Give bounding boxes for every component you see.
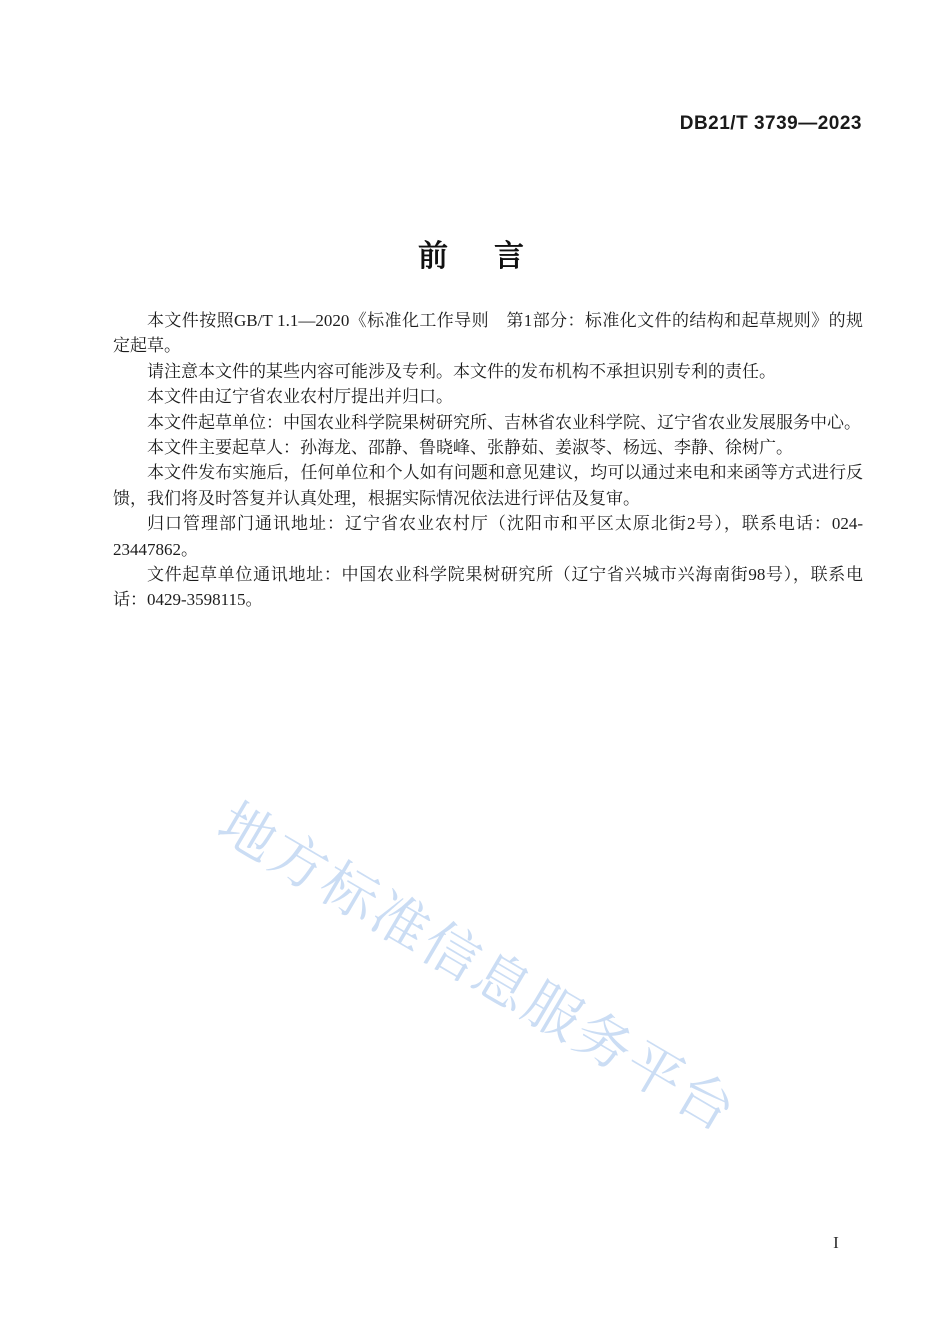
foreword-paragraph: 本文件发布实施后，任何单位和个人如有问题和意见建议，均可以通过来电和来函等方式进行反馈，我们将及时答复并认真处理，根据实际情况依法进行评估及复审。 [113,463,863,508]
page-number: I [833,1233,839,1252]
foreword-paragraph: 本文件由辽宁省农业农村厅提出并归口。 [147,387,453,407]
foreword-paragraphs [113,308,863,613]
watermark-text: 地方标准信息服务平台 [207,790,749,1145]
standard-number: DB21/T 3739—2023 [679,113,862,134]
foreword-paragraph: 文件起草单位通讯地址：中国农业科学院果树研究所（辽宁省兴城市兴海南街98号），联系电话：0429-3598115。 [113,565,863,610]
foreword-paragraph: 本文件主要起草人：孙海龙、邵静、鲁晓峰、张静茹、姜淑苓、杨远、李静、徐树广。 [147,438,793,458]
foreword-title: 前 言 [418,240,532,273]
foreword-paragraph: 归口管理部门通讯地址：辽宁省农业农村厅（沈阳市和平区太原北街2号），联系电话：024-23447862。 [113,514,863,559]
foreword-paragraph: 本文件起草单位：中国农业科学院果树研究所、吉林省农业科学院、辽宁省农业发展服务中心。 [147,412,861,432]
foreword-paragraph: 本文件按照GB/T 1.1—2020《标准化工作导则 第1部分：标准化文件的结构和起草规则》的规定起草。 [113,311,863,356]
foreword-paragraph: 请注意本文件的某些内容可能涉及专利。本文件的发布机构不承担识别专利的责任。 [147,361,776,381]
